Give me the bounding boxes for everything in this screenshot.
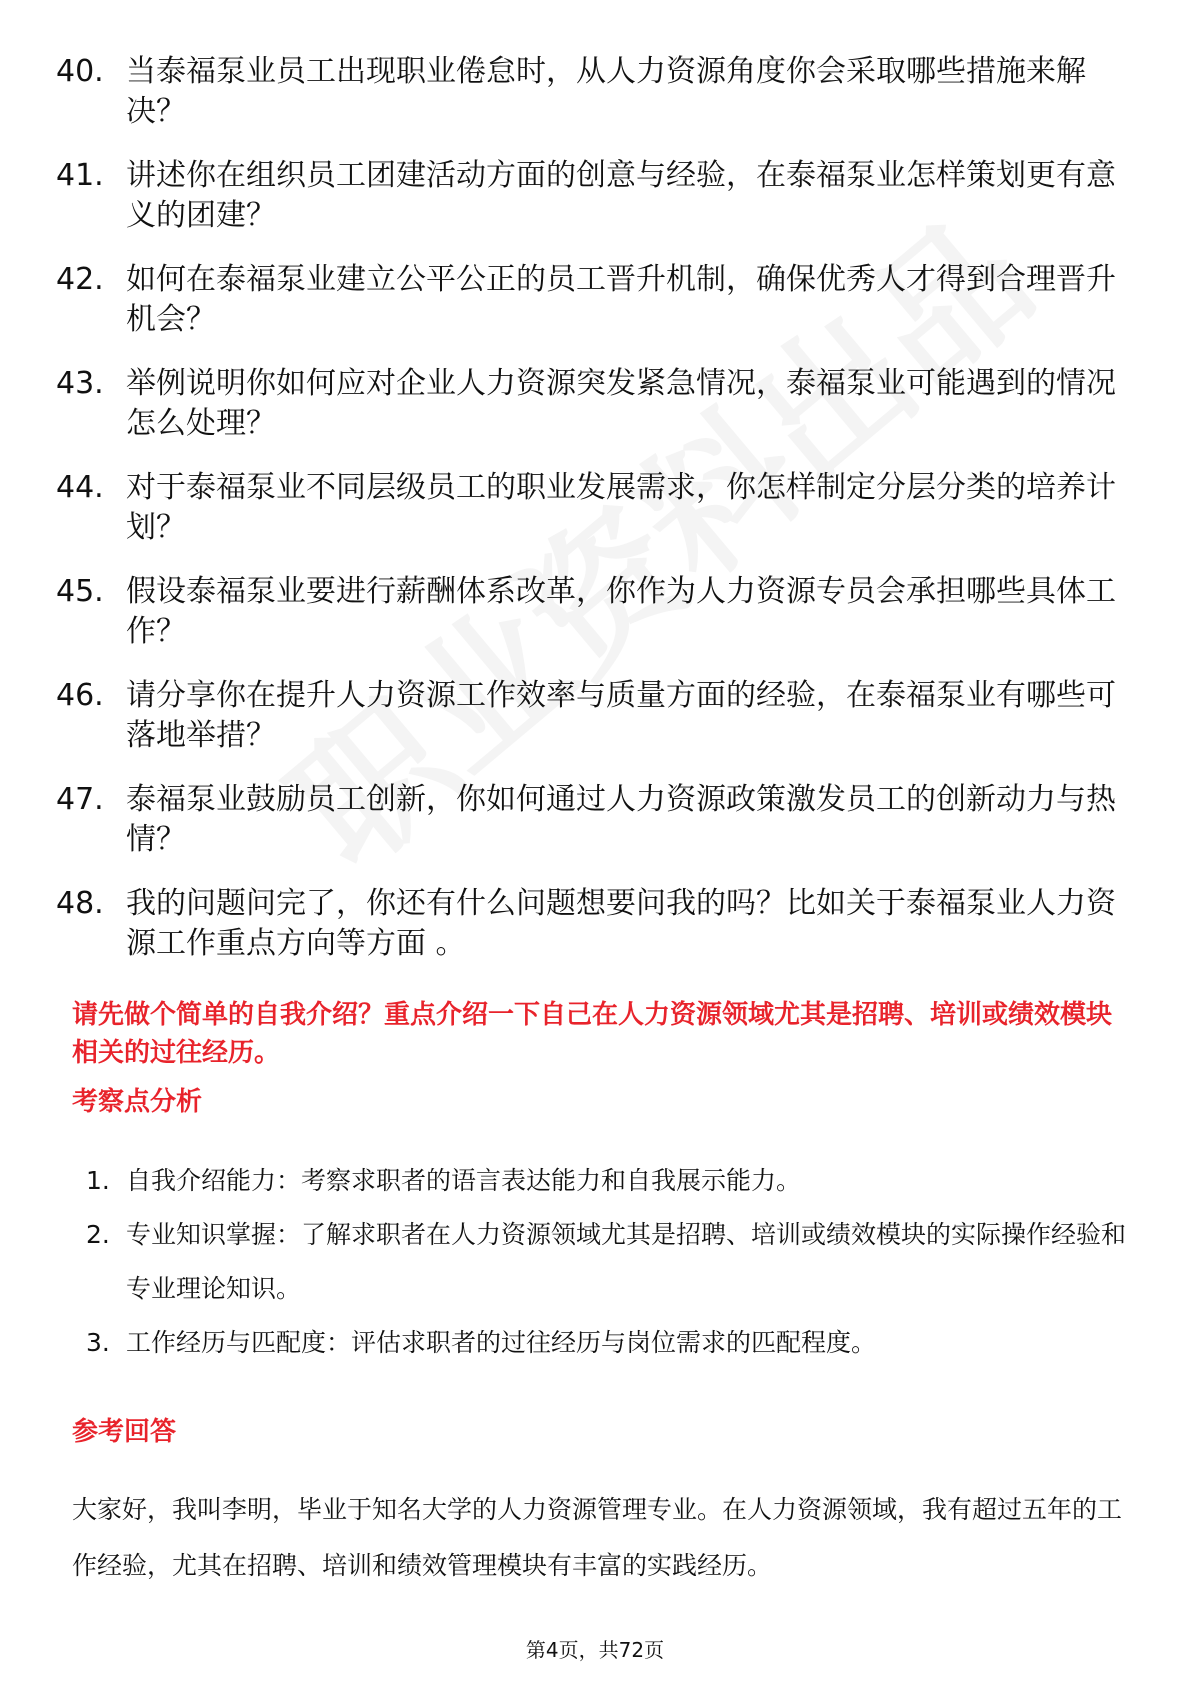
list-item bbox=[86, 1316, 1136, 1370]
question-number: 48. bbox=[56, 886, 104, 921]
question-text: 泰福泵业鼓励员工创新，你如何通过人力资源政策激发员工的创新动力与热情？ bbox=[126, 782, 1116, 857]
list-item bbox=[56, 572, 1136, 652]
analysis-points bbox=[86, 1154, 1136, 1370]
reference-title: 参考回答 bbox=[72, 1417, 177, 1447]
point-text: 自我介绍能力：考察求职者的语言表达能力和自我展示能力。 bbox=[126, 1166, 802, 1195]
point-number: 3. bbox=[86, 1328, 110, 1357]
reference-answer: 大家好，我叫李明，毕业于知名大学的人力资源管理专业。在人力资源领域，我有超过五年的工作经验，尤其在招聘、培训和绩效管理模块有丰富的实践经历。 bbox=[72, 1495, 1123, 1580]
question-number: 41. bbox=[56, 158, 104, 193]
question-text: 假设泰福泵业要进行薪酬体系改革，你作为人力资源专员会承担哪些具体工作？ bbox=[126, 574, 1116, 649]
question-number: 46. bbox=[56, 678, 104, 713]
highlight-question: 请先做个简单的自我介绍？重点介绍一下自己在人力资源领域尤其是招聘、培训或绩效模块相关的过往经历。 bbox=[72, 1000, 1113, 1068]
question-text: 我的问题问完了，你还有什么问题想要问我的吗？比如关于泰福泵业人力资源工作重点方向等方面 。 bbox=[126, 886, 1116, 961]
point-number: 2. bbox=[86, 1220, 110, 1249]
list-item bbox=[86, 1154, 1136, 1208]
list-item bbox=[56, 676, 1136, 756]
question-text: 请分享你在提升人力资源工作效率与质量方面的经验，在泰福泵业有哪些可落地举措？ bbox=[126, 678, 1116, 753]
point-text: 工作经历与匹配度：评估求职者的过往经历与岗位需求的匹配程度。 bbox=[126, 1328, 877, 1357]
question-number: 42. bbox=[56, 262, 104, 297]
question-list bbox=[56, 52, 1136, 988]
question-number: 43. bbox=[56, 366, 104, 401]
point-number: 1. bbox=[86, 1166, 110, 1195]
question-number: 40. bbox=[56, 54, 104, 89]
list-item bbox=[56, 468, 1136, 548]
question-text: 当泰福泵业员工出现职业倦怠时，从人力资源角度你会采取哪些措施来解决？ bbox=[126, 54, 1086, 129]
question-text: 对于泰福泵业不同层级员工的职业发展需求，你怎样制定分层分类的培养计划？ bbox=[126, 470, 1116, 545]
question-text: 如何在泰福泵业建立公平公正的员工晋升机制，确保优秀人才得到合理晋升机会？ bbox=[126, 262, 1116, 337]
page-footer: 第4页，共72页 bbox=[525, 1638, 665, 1662]
list-item bbox=[56, 156, 1136, 236]
question-number: 47. bbox=[56, 782, 104, 817]
list-item bbox=[86, 1208, 1136, 1316]
question-text: 举例说明你如何应对企业人力资源突发紧急情况，泰福泵业可能遇到的情况怎么处理？ bbox=[126, 366, 1116, 441]
list-item bbox=[56, 260, 1136, 340]
question-number: 45. bbox=[56, 574, 104, 609]
question-text: 讲述你在组织员工团建活动方面的创意与经验，在泰福泵业怎样策划更有意义的团建？ bbox=[126, 158, 1116, 233]
list-item bbox=[56, 364, 1136, 444]
list-item bbox=[56, 884, 1136, 964]
question-number: 44. bbox=[56, 470, 104, 505]
point-text: 专业知识掌握：了解求职者在人力资源领域尤其是招聘、培训或绩效模块的实际操作经验和专业理论知识。 bbox=[126, 1220, 1127, 1303]
analysis-title: 考察点分析 bbox=[72, 1087, 203, 1117]
list-item bbox=[56, 780, 1136, 860]
list-item bbox=[56, 52, 1136, 132]
